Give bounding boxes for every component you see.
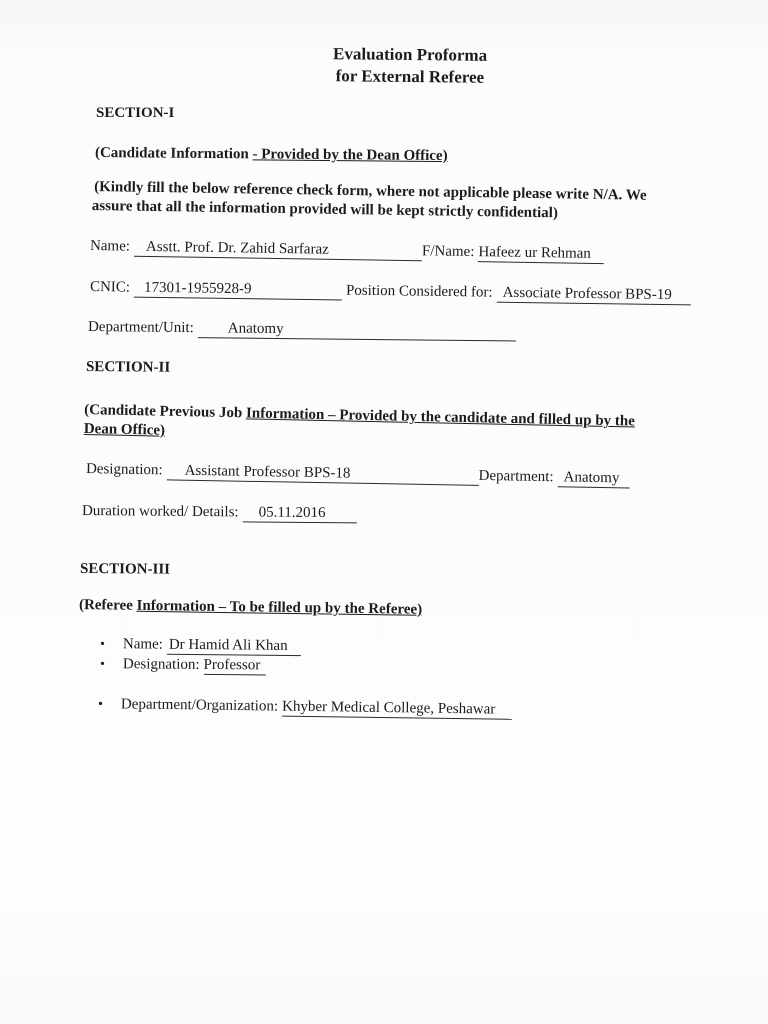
department-unit-label: Department/Unit: [87,319,194,337]
candidate-name-row [90,237,605,264]
section-1-note [91,178,647,225]
cnic-field: 17301-1955928-9 [134,280,342,301]
position-label: Position Considered for: [345,282,493,301]
previous-department-field: Anatomy [557,469,629,488]
duration-label: Duration worked/ Details: [81,503,239,521]
department-unit-row [88,318,516,341]
section-2-subtitle-line-2: Dean Office) [83,420,166,439]
cnic-row [90,278,691,305]
bullet-icon: • [99,657,105,673]
title-line-1: Evaluation Proforma [332,44,488,65]
section-1-heading: SECTION-I [96,105,175,121]
section-2-subtitle [84,401,635,451]
previous-designation-field: Assistant Professor BPS-18 [166,462,478,485]
previous-department-label: Department: [478,467,554,486]
department-unit-field: Anatomy [198,320,516,341]
referee-organization-item [98,695,512,720]
section-1-subtitle-prefix: (Candidate Information [94,145,253,163]
father-name-field: Hafeez ur Rehman [478,244,604,264]
section-1-note-line-2: assure that all the information provided will be kept strictly confidential) [91,197,559,222]
section-3-subtitle-prefix: (Referee [78,597,137,614]
bullet-icon: • [97,697,104,713]
cnic-label: CNIC: [89,279,131,296]
duration-row [82,502,357,523]
previous-designation-label: Designation: [85,461,163,479]
referee-organization-field: Khyber Medical College, Peshawar [282,699,512,720]
section-3-subtitle-underlined: Information – To be filled up by the Referee) [136,597,423,618]
section-2-subtitle-underlined: Information – Provided by the candidate and filled up by the [245,405,636,430]
bullet-icon: • [99,637,105,653]
section-1-subtitle-underlined: - Provided by the Dean Office) [252,146,448,165]
position-field: Associate Professor BPS-19 [497,285,691,306]
duration-field: 05.11.2016 [243,504,357,523]
section-3-subtitle [79,597,422,619]
document-title [300,44,520,88]
section-2-subtitle-prefix: (Candidate Previous Job [84,402,247,422]
referee-designation-field: Professor [203,657,265,676]
referee-designation-item [100,655,266,675]
referee-organization-label: Department/Organization: [120,696,279,715]
candidate-name-label: Name: [89,238,131,255]
section-3-heading: SECTION-III [79,561,171,578]
section-2-heading: SECTION-II [85,359,171,376]
section-1-subtitle [95,145,448,165]
candidate-name-field: Asstt. Prof. Dr. Zahid Sarfaraz [134,239,422,262]
previous-designation-row [86,460,630,488]
referee-name-field: Dr Hamid Ali Khan [167,637,301,656]
referee-name-label: Name: [122,636,163,653]
father-name-label: F/Name: [421,243,475,261]
section-1-note-line-1: (Kindly fill the below reference check form, where not applicable please write N/A. We [94,179,647,204]
title-line-2: for External Referee [335,66,485,87]
referee-designation-label: Designation: [122,656,200,673]
referee-name-item [100,635,301,656]
